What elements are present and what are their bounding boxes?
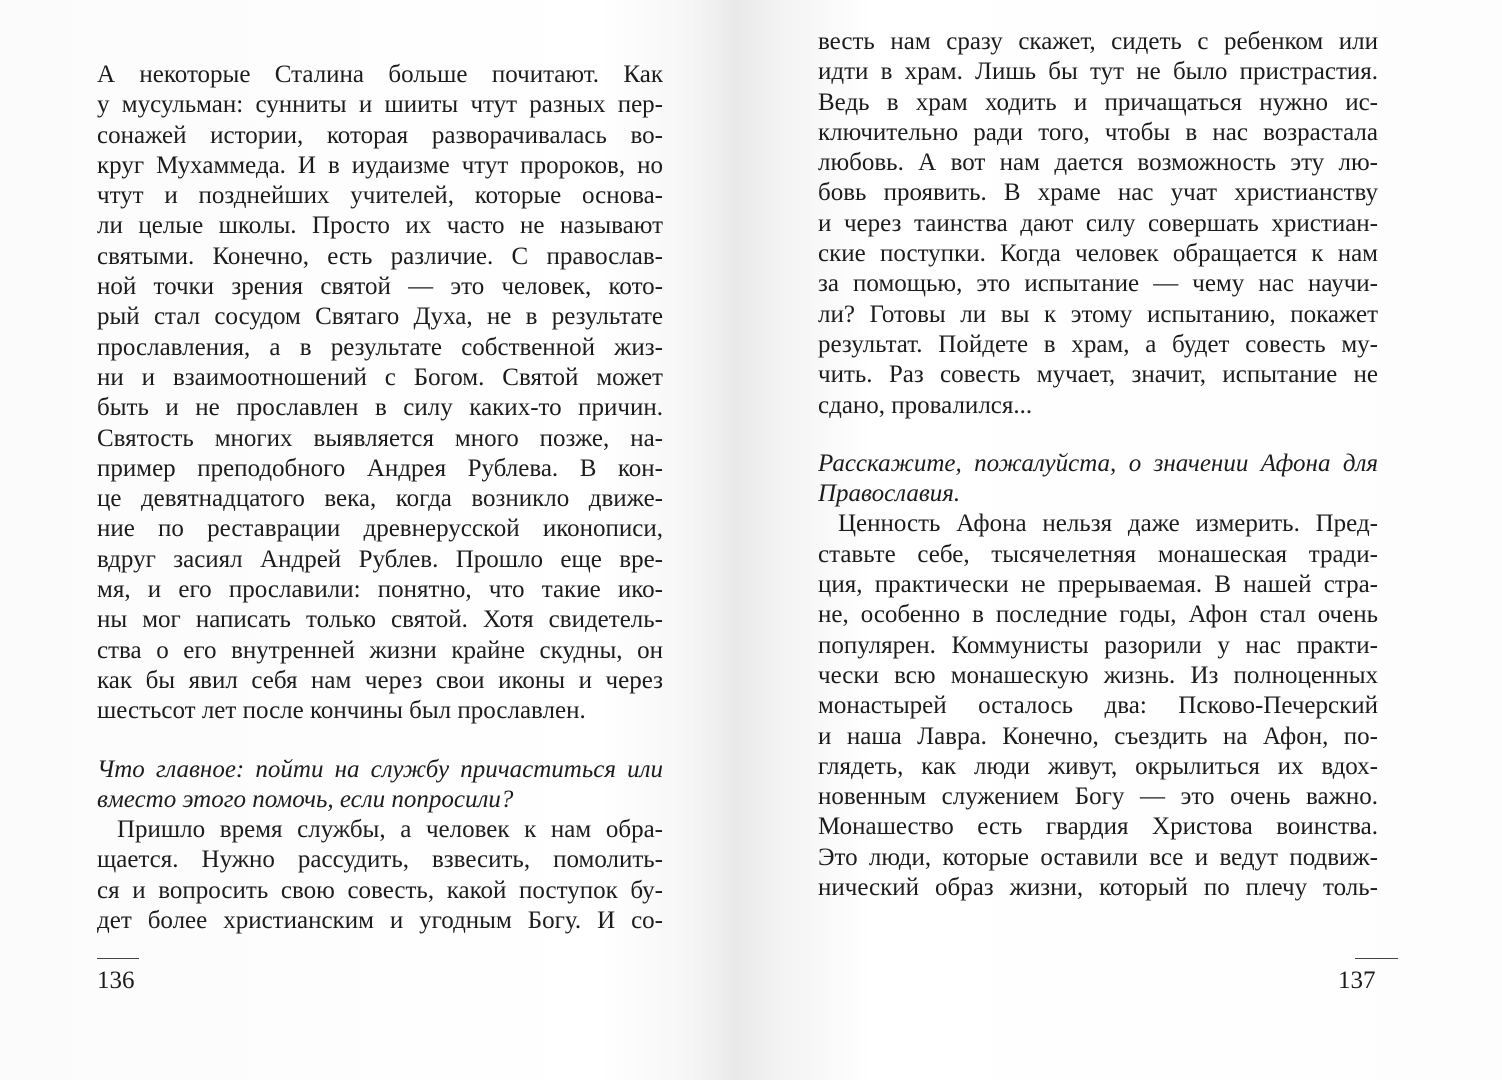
text-line: чтут и позднейших учителей, которые основа- [97, 182, 663, 210]
body-paragraph [818, 27, 1378, 421]
question-heading [97, 755, 663, 816]
text-line: глядеть, как люди живут, окрылиться их вдох- [818, 752, 1378, 780]
text-line: пример преподобного Андрея Рублева. В кон- [97, 454, 663, 482]
text-line: ны мог написать только святой. Хотя свидетель- [97, 606, 663, 634]
text-line: Пришло время службы, а человек к нам обра- [117, 816, 663, 844]
text-line: святыми. Конечно, есть различие. С православ- [97, 242, 663, 270]
text-line: ция, практически не прерываемая. В нашей стра- [818, 571, 1378, 599]
text-line: ни и взаимоотношений с Богом. Святой может [97, 363, 663, 391]
text-line: Расскажите, пожалуйста, о значении Афона для [818, 449, 1378, 477]
text-line: быть и не прославлен в силу каких-то причин. [97, 394, 663, 422]
text-line: любовь. А вот нам дается возможность эту лю- [818, 149, 1378, 177]
text-line: популярен. Коммунисты разорили у нас практи- [818, 631, 1378, 659]
text-line: А некоторые Сталина больше почитают. Как [97, 61, 663, 88]
paragraph-gap [818, 421, 1378, 449]
text-line: ключительно ради того, чтобы в нас возрастала [818, 118, 1378, 146]
right-page-text [818, 27, 1378, 903]
text-line: сонажей истории, которая разворачивалась во- [97, 121, 663, 149]
text-line: Ведь в храм ходить и причащаться нужно ис- [818, 88, 1378, 116]
paragraph-gap [97, 727, 663, 755]
text-line: ние по реставрации древнерусской иконописи, [97, 515, 663, 543]
text-line: рый стал сосудом Святаго Духа, не в результате [97, 303, 663, 331]
text-line: монастырей осталось два: Псково-Печерский [818, 692, 1378, 720]
left-footer-rule [97, 958, 139, 959]
text-line: Это люди, которые оставили все и ведут подвиж- [818, 843, 1378, 871]
text-line: и наша Лавра. Конечно, съездить на Афон, по- [818, 722, 1378, 750]
text-line: и через таинства дают силу совершать христиан- [818, 209, 1378, 237]
body-paragraph [97, 60, 663, 727]
text-line: Православия. [818, 480, 961, 508]
text-line: круг Мухаммеда. И в иудаизме чтут пророков, но [97, 151, 663, 179]
text-line: весть нам сразу скажет, сидеть с ребенком или [818, 28, 1378, 55]
text-line: сдано, провалился... [818, 391, 1033, 419]
left-page-number: 136 [97, 967, 135, 994]
text-line: прославления, а в результате собственной жиз- [97, 333, 663, 361]
text-line: чески всю монашескую жизнь. Из полноценных [818, 661, 1378, 689]
text-line: ства о его внутренней жизни крайне скудны, он [97, 636, 663, 664]
left-page-text [97, 60, 663, 936]
text-line: Ценность Афона нельзя даже измерить. Пред- [838, 510, 1378, 538]
text-line: вместо этого помочь, если попросили? [97, 785, 514, 813]
text-line: щается. Нужно рассудить, взвесить, помолить- [97, 846, 663, 874]
text-line: у мусульман: сунниты и шииты чтут разных пер- [97, 91, 663, 119]
text-line: ские поступки. Когда человек обращается к нам [818, 240, 1378, 268]
right-footer-rule [1355, 958, 1398, 959]
right-page-number: 137 [1338, 967, 1376, 994]
text-line: не, особенно в последние годы, Афон стал очень [818, 601, 1378, 629]
text-line: как бы явил себя нам через свои иконы и через [97, 666, 663, 694]
text-line: це девятнадцатого века, когда возникло движе- [97, 485, 663, 513]
text-line: Что главное: пойти на службу причаститься или [97, 755, 663, 783]
text-line: Монашество есть гвардия Христова воинства. [818, 813, 1378, 841]
body-paragraph [818, 509, 1378, 903]
text-line: дет более христианским и угодным Богу. И со- [97, 907, 663, 935]
text-line: вдруг засиял Андрей Рублев. Прошло еще вре- [97, 545, 663, 573]
text-line: мя, и его прославили: понятно, что такие ико- [97, 576, 663, 604]
text-line: чить. Раз совесть мучает, значит, испытание не [818, 361, 1378, 389]
body-paragraph [97, 815, 663, 936]
text-line: нический образ жизни, который по плечу толь- [818, 874, 1378, 902]
question-heading [818, 449, 1378, 510]
text-line: ли целые школы. Просто их часто не называют [97, 212, 663, 240]
text-line: бовь проявить. В храме нас учат христианству [818, 179, 1378, 207]
text-line: новенным служением Богу — это очень важно. [818, 783, 1378, 811]
text-line: результат. Пойдете в храм, а будет совесть му- [818, 330, 1378, 358]
text-line: ли? Готовы ли вы к этому испытанию, покажет [818, 300, 1378, 328]
text-line: ставьте себе, тысячелетняя монашеская тради- [818, 540, 1378, 568]
text-line: шестьсот лет после кончины был прославлен. [97, 697, 586, 725]
text-line: ся и вопросить свою совесть, какой поступок бу- [97, 876, 663, 904]
text-line: идти в храм. Лишь бы тут не было пристрастия. [818, 58, 1378, 86]
text-line: Святость многих выявляется много позже, на- [97, 424, 663, 452]
text-line: ной точки зрения святой — это человек, кото- [97, 273, 663, 301]
text-line: за помощью, это испытание — чему нас научи- [818, 270, 1378, 298]
